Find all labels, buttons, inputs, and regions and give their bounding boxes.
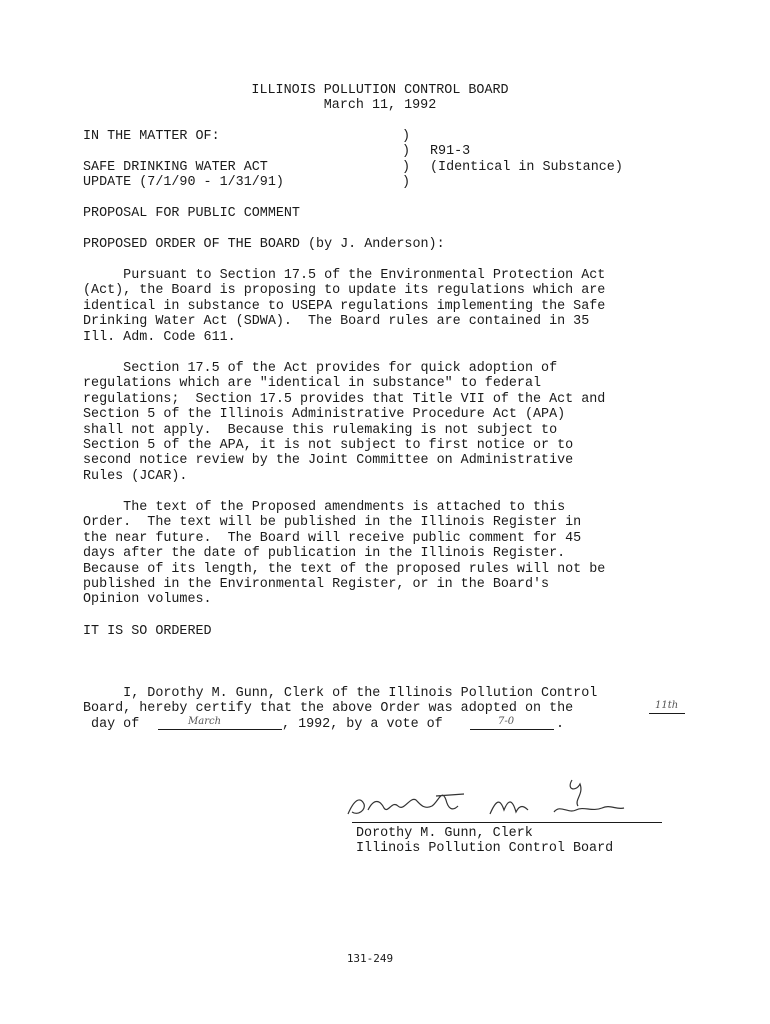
caption-left-line-4: UPDATE (7/1/90 - 1/31/91) <box>83 175 284 190</box>
handwritten-signature <box>340 770 660 826</box>
paragraph-3 <box>83 500 683 608</box>
paragraph-2-line: regulations which are "identical in substance" to federal <box>83 376 542 392</box>
day-blank <box>649 701 685 714</box>
certification-line-1: I, Dorothy M. Gunn, Clerk of the Illinois Pollution Control <box>83 686 598 701</box>
caption-paren-1: ) <box>402 129 411 144</box>
paragraph-1-line: identical in substance to USEPA regulations implementing the Safe <box>83 298 606 314</box>
paragraph-3-line: Order. The text will be published in the Illinois Register in <box>83 515 582 531</box>
proposal-heading: PROPOSAL FOR PUBLIC COMMENT <box>83 206 300 221</box>
closing-statement: IT IS SO ORDERED <box>83 624 212 639</box>
board-name-header: ILLINOIS POLLUTION CONTROL BOARD <box>251 83 509 98</box>
order-heading: PROPOSED ORDER OF THE BOARD (by J. Anderson): <box>83 237 445 252</box>
certification-line-2: Board, hereby certify that the above Order was adopted on the <box>83 701 574 716</box>
paragraph-3-line: days after the date of publication in the Illinois Register. <box>83 546 566 562</box>
paragraph-2-line: Section 5 of the APA, it is not subject to first notice or to <box>83 438 574 454</box>
paragraph-3-line: published in the Environmental Register, or in the Board's <box>83 577 550 593</box>
caption-paren-4: ) <box>402 175 411 190</box>
signer-name: Dorothy M. Gunn, Clerk <box>356 826 533 841</box>
document-date: March 11, 1992 <box>323 98 437 113</box>
paragraph-1-line: (Act), the Board is proposing to update its regulations which are <box>83 283 606 299</box>
certification-line-3-start: day of <box>83 717 148 732</box>
paragraph-1-line: Drinking Water Act (SDWA). The Board rules are contained in 35 <box>83 314 590 330</box>
paragraph-2-line: regulations; Section 17.5 provides that Title VII of the Act and <box>83 391 606 407</box>
paragraph-3-line: Because of its length, the text of the proposed rules will not be <box>83 561 606 577</box>
docket-number: R91-3 <box>430 144 471 159</box>
caption-paren-3: ) <box>402 160 411 175</box>
caption-paren-2: ) <box>402 144 411 159</box>
paragraph-1-line: Ill. Adm. Code 611. <box>83 329 236 345</box>
paragraph-2-line: Section 5 of the Illinois Administrative Procedure Act (APA) <box>83 407 566 423</box>
paragraph-2-line: Rules (JCAR). <box>83 468 188 484</box>
handwritten-month: March <box>188 716 222 727</box>
paragraph-3-line: The text of the Proposed amendments is attached to this <box>83 500 566 515</box>
paragraph-1 <box>83 268 683 345</box>
paragraph-2-line: shall not apply. Because this rulemaking is not subject to <box>83 422 558 438</box>
docket-type: (Identical in Substance) <box>430 160 623 175</box>
caption-left-line-3: SAFE DRINKING WATER ACT <box>83 160 268 175</box>
signer-title: Illinois Pollution Control Board <box>356 841 614 856</box>
page-number: 131-249 <box>346 952 394 965</box>
paragraph-3-line: the near future. The Board will receive public comment for 45 <box>83 530 582 546</box>
month-blank <box>158 717 282 730</box>
vote-blank <box>470 717 554 730</box>
paragraph-2 <box>83 361 683 484</box>
certification-line-3-end: . <box>556 717 565 732</box>
handwritten-day: 11th <box>655 700 679 711</box>
paragraph-1-line: Pursuant to Section 17.5 of the Environmental Protection Act <box>83 268 606 283</box>
paragraph-3-line: Opinion volumes. <box>83 592 212 608</box>
paragraph-2-line: second notice review by the Joint Committee on Administrative <box>83 453 574 469</box>
paragraph-2-line: Section 17.5 of the Act provides for quick adoption of <box>83 361 558 376</box>
caption-left-line-1: IN THE MATTER OF: <box>83 129 220 144</box>
handwritten-vote: 7-0 <box>498 716 515 727</box>
certification-line-3-middle: , 1992, by a vote of <box>282 717 451 732</box>
signature-line <box>352 822 662 823</box>
